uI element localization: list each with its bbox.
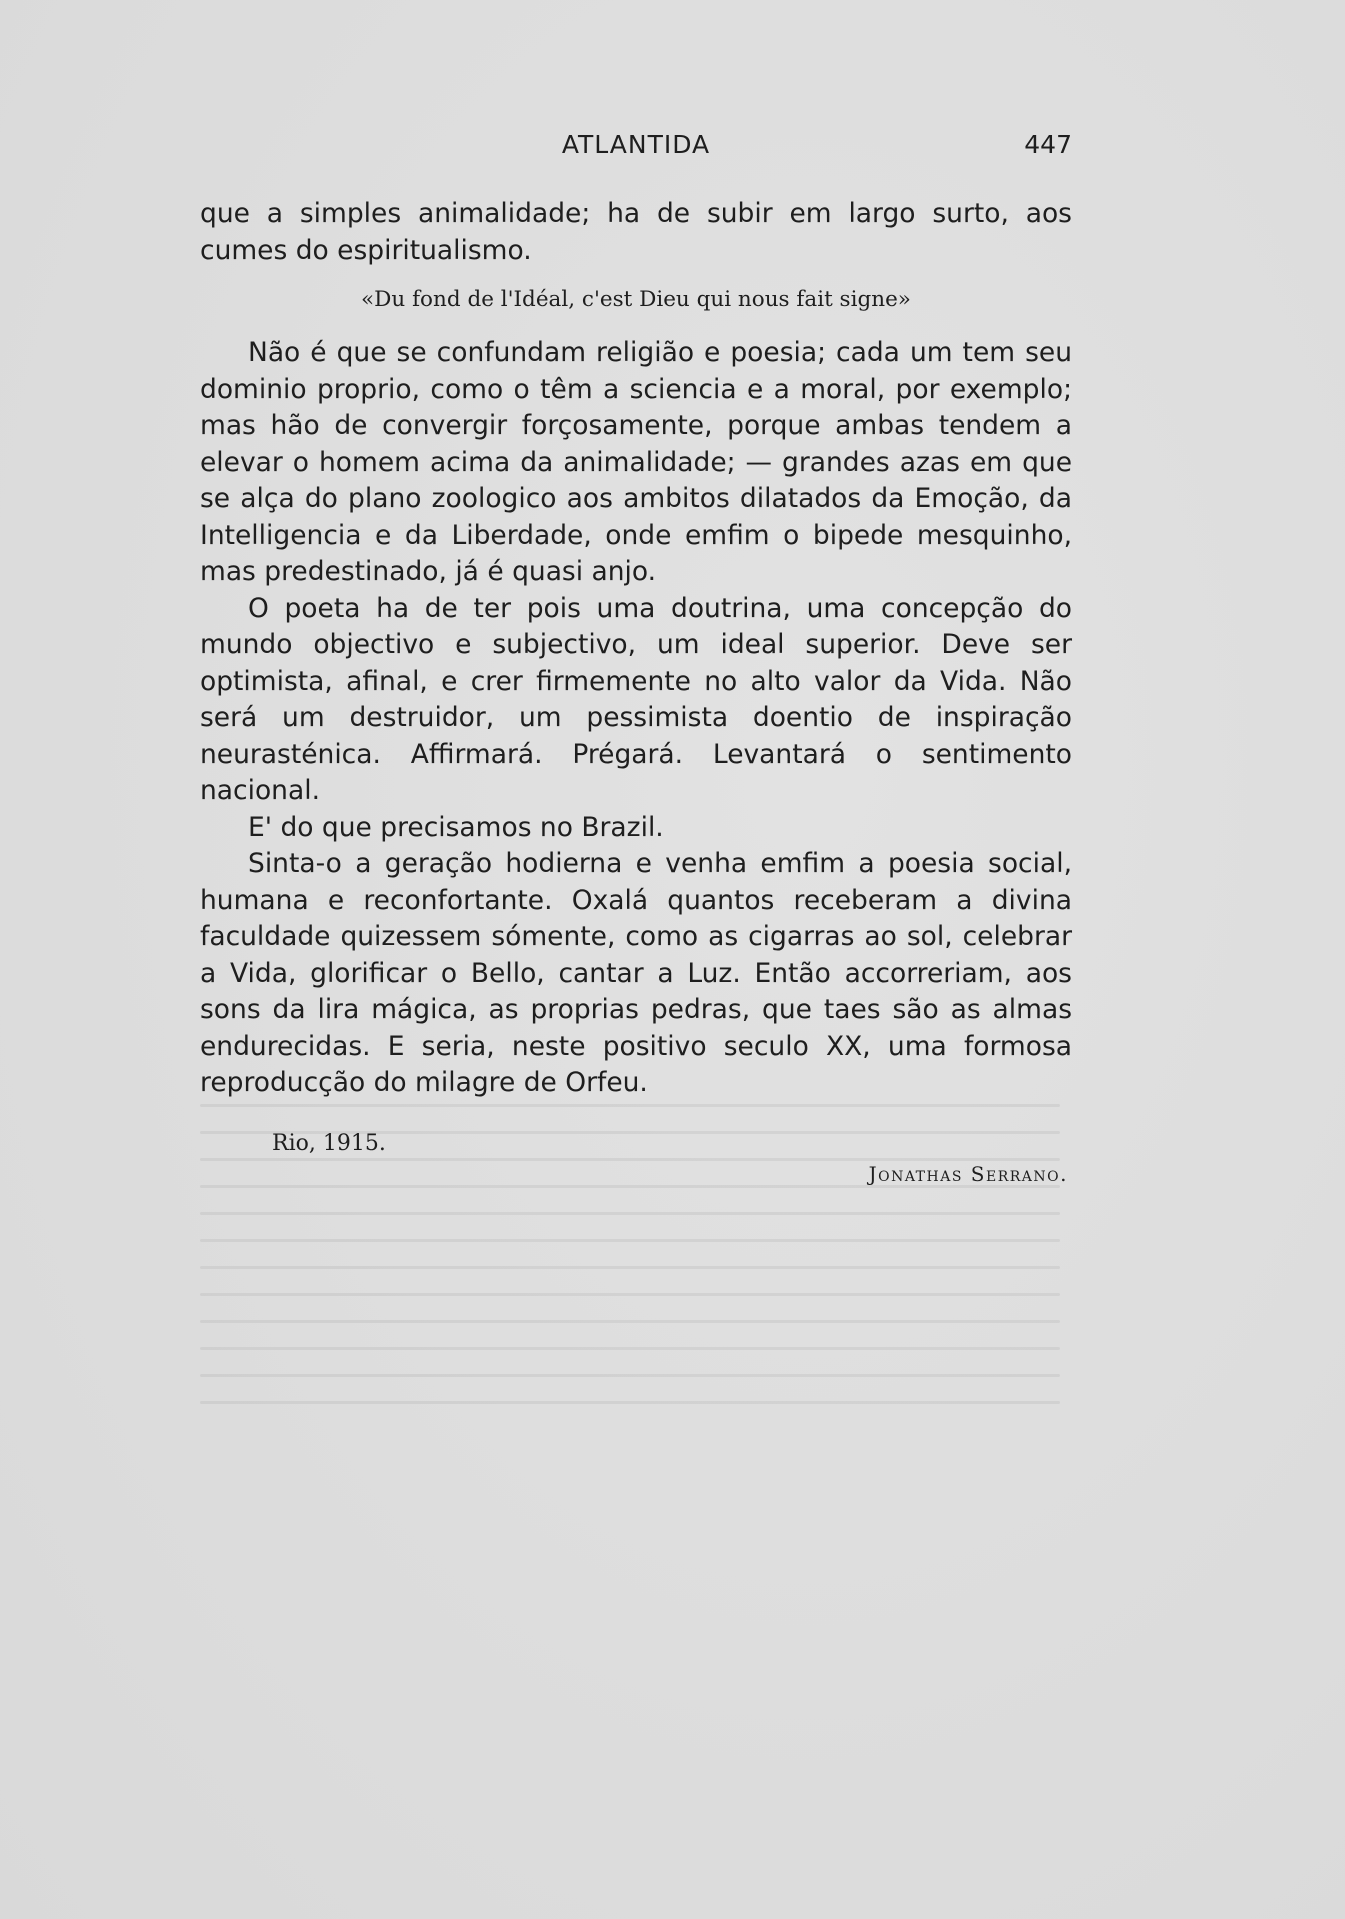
paragraph-religion-poetry: Não é que se confundam religião e poesia; cada um tem seu dominio proprio, como o têm a sciencia e a moral, por exemplo; mas hão de convergir forçosamente, porque ambas tendem a elevar o homem acima da animalidade; — grandes azas em que se alça do plano zoologico aos ambitos dilatados da Emoção, da Intelligencia e da Liberdade, onde emfim o bipede mesquinho, mas predestinado, já é quasi anjo. <box>200 337 1072 587</box>
signoff <box>200 1120 1072 1190</box>
journal-title: ATLANTIDA <box>561 130 711 159</box>
author-signature: Jonathas Serrano. <box>868 1161 1068 1186</box>
page-body <box>200 196 1072 1190</box>
epigraph-quote: «Du fond de l'Idéal, c'est Dieu qui nous fait signe» <box>361 287 911 312</box>
running-head <box>200 128 1072 164</box>
paragraph-brazil: E' do que precisamos no Brazil. <box>248 811 664 843</box>
page-number: 447 <box>1024 130 1072 159</box>
paragraph-poet-doctrine: O poeta ha de ter pois uma doutrina, uma concepção do mundo objectivo e subjectivo, um ideal superior. Deve ser optimista, afinal, e crer firmemente no alto valor da Vida. Não será um destruidor, um pessimista doentio de inspiração neurasténica. Affirmará. Prégará. Levantará o sentimento nacional. <box>200 592 1072 806</box>
place-date: Rio, 1915. <box>272 1130 386 1156</box>
continued-paragraph: que a simples animalidade; ha de subir em largo surto, aos cumes do espiritualismo. <box>200 198 1072 266</box>
paragraph-social-poetry: Sinta-o a geração hodierna e venha emfim a poesia social, humana e reconfortante. Oxalá quantos receberam a divina faculdade quizessem sómente, como as cigarras ao sol, celebrar a Vida, glorificar o Bello, cantar a Luz. Então accorreriam, aos sons da lira mágica, as proprias pedras, que taes são as almas endurecidas. E seria, neste positivo seculo XX, uma formosa reproducção do milagre de Orfeu. <box>200 848 1072 1098</box>
